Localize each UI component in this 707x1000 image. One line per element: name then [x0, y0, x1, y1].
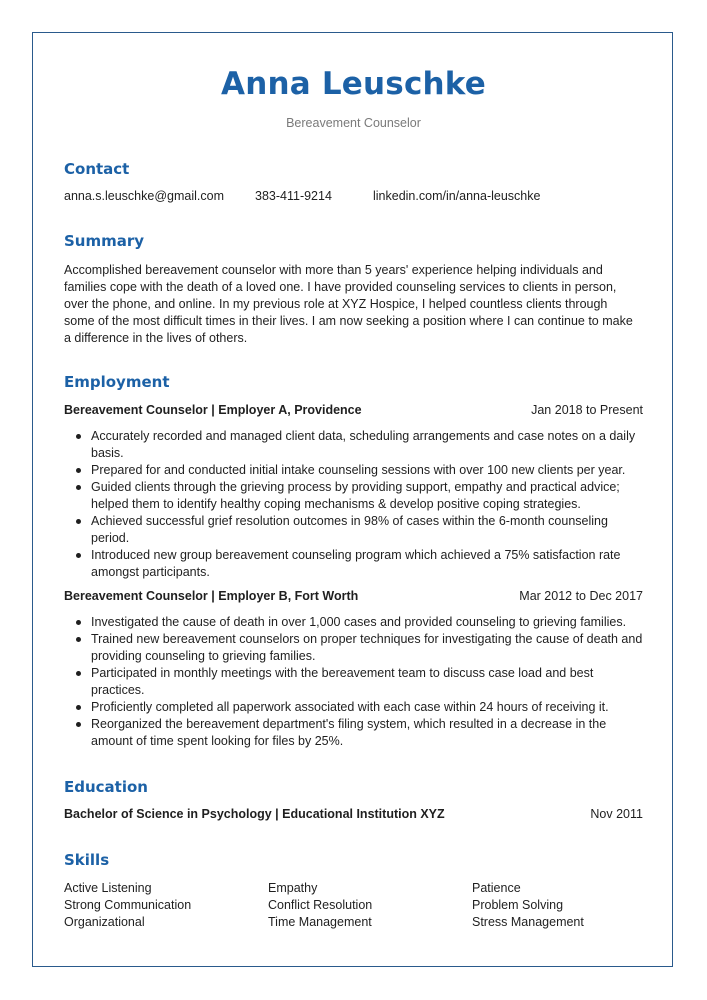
- job-dates-2: Mar 2012 to Dec 2017: [519, 589, 643, 603]
- skill-item: Patience: [472, 881, 521, 895]
- contact-phone[interactable]: 383-411-9214: [255, 189, 332, 203]
- list-item: Participated in monthly meetings with the bereavement team to discuss case load and best practices.: [91, 665, 643, 699]
- job-title-1: Bereavement Counselor | Employer A, Providence: [64, 403, 362, 417]
- contact-email[interactable]: anna.s.leuschke@gmail.com: [64, 189, 224, 203]
- skill-item: Organizational: [64, 915, 145, 929]
- list-item: Prepared for and conducted initial intake counseling sessions with over 100 new clients per year.: [91, 462, 643, 479]
- candidate-role: Bereavement Counselor: [286, 116, 421, 130]
- contact-heading: Contact: [64, 160, 130, 178]
- list-item: Achieved successful grief resolution outcomes in 98% of cases within the 6-month counseling period.: [91, 513, 643, 547]
- list-item: Proficiently completed all paperwork associated with each case within 24 hours of receiving it.: [91, 699, 643, 716]
- candidate-name: Anna Leuschke: [221, 66, 486, 102]
- contact-linkedin[interactable]: linkedin.com/in/anna-leuschke: [373, 189, 541, 203]
- education-heading: Education: [64, 778, 148, 796]
- education-row: [64, 807, 643, 821]
- job-header-1: [64, 403, 643, 417]
- education-degree: Bachelor of Science in Psychology | Educational Institution XYZ: [64, 807, 445, 821]
- list-item: Reorganized the bereavement department's filing system, which resulted in a decrease in the amount of time spent looking for files by 25%.: [91, 716, 643, 750]
- skill-item: Problem Solving: [472, 898, 564, 912]
- summary-paragraph: Accomplished bereavement counselor with more than 5 years' experience helping individuals and families cope with the death of a loved one. I have provided counseling services to clients in person, over the phone, and online. In my previous role at XYZ Hospice, I helped countless clients through some of the most difficult times in their lives. I am now seeking a position where I can continue to make a difference in the lives of others.: [64, 263, 633, 345]
- skill-item: Active Listening: [64, 881, 152, 895]
- employment-heading: Employment: [64, 373, 170, 391]
- skill-item: Stress Management: [472, 915, 584, 929]
- list-item: Trained new bereavement counselors on proper techniques for investigating the cause of death and providing counseling to grieving families.: [91, 632, 643, 663]
- list-item: Investigated the cause of death in over 1,000 cases and provided counseling to grieving families.: [91, 614, 643, 631]
- job-dates-1: Jan 2018 to Present: [531, 403, 643, 417]
- job-bullets-1: [64, 428, 643, 581]
- skills-heading: Skills: [64, 851, 110, 869]
- job-bullets-2: [64, 614, 643, 750]
- job-title-2: Bereavement Counselor | Employer B, Fort Worth: [64, 589, 359, 603]
- list-item: Guided clients through the grieving process by providing support, empathy and practical advice; helped them to identify healthy coping mechanisms & develop positive coping strategies.: [91, 479, 643, 513]
- skills-grid: [64, 880, 643, 931]
- contact-row: [64, 189, 540, 203]
- summary-text: [64, 262, 634, 347]
- skill-item: Conflict Resolution: [268, 898, 373, 912]
- skill-item: Time Management: [268, 915, 372, 929]
- summary-heading: Summary: [64, 232, 145, 250]
- job-header-2: [64, 589, 643, 603]
- skill-item: Empathy: [268, 881, 318, 895]
- education-date: Nov 2011: [590, 807, 643, 821]
- list-item: Introduced new group bereavement counseling program which achieved a 75% satisfaction rate amongst participants.: [91, 547, 643, 581]
- list-item: Accurately recorded and managed client data, scheduling arrangements and case notes on a daily basis.: [91, 428, 643, 462]
- skill-item: Strong Communication: [64, 898, 192, 912]
